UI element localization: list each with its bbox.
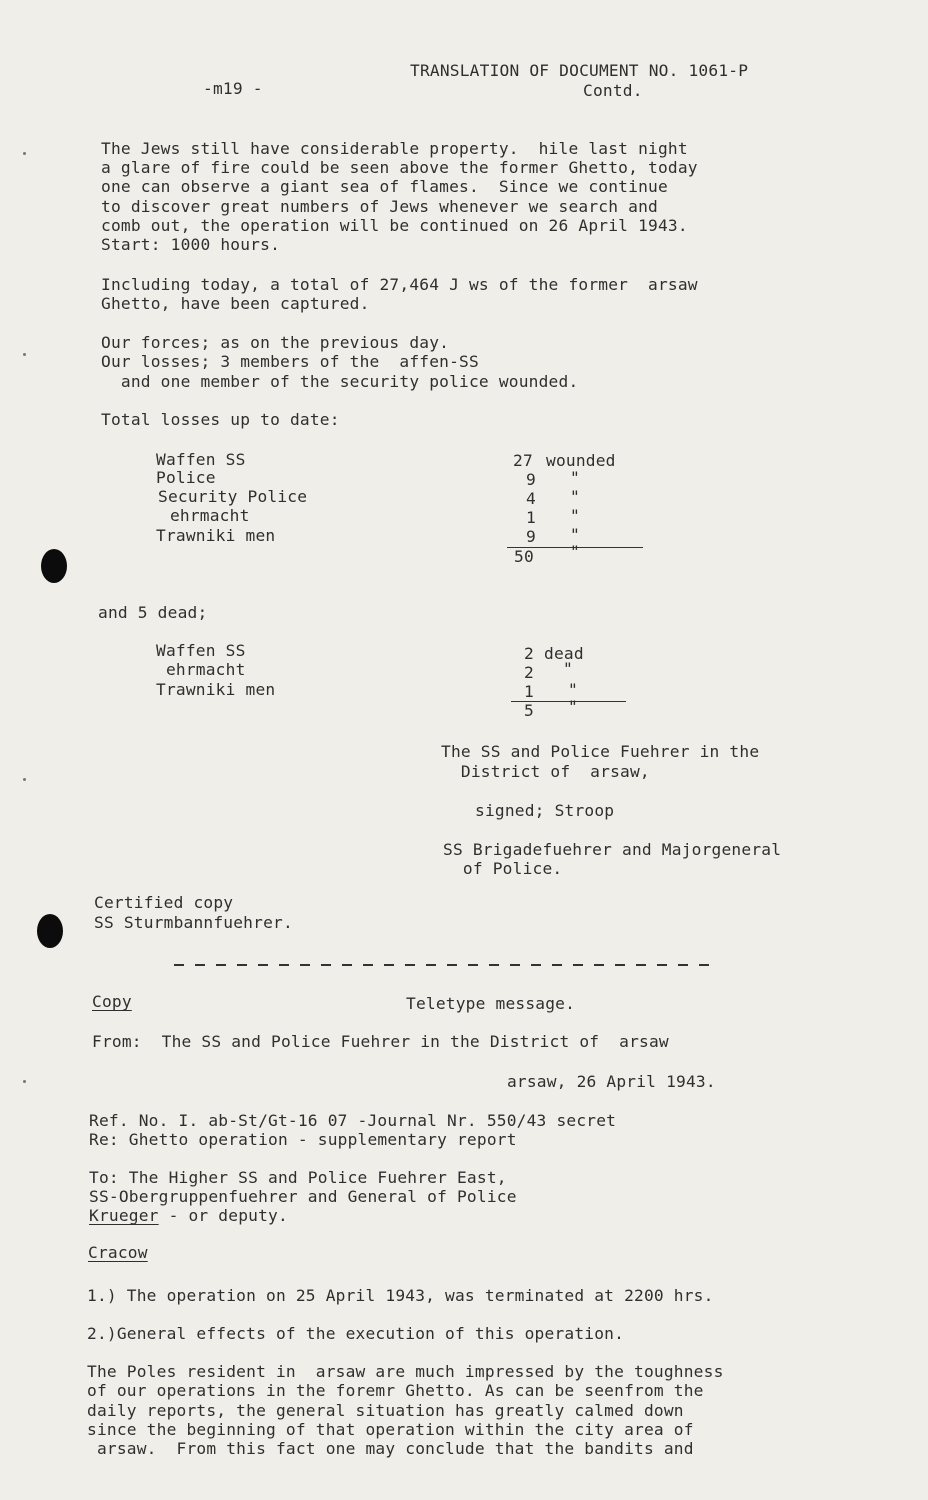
ref-line: Ref. No. I. ab-St/Gt-16 07 -Journal Nr. 550/43 secret (89, 1111, 617, 1130)
item-1: 1.) The operation on 25 April 1943, was terminated at 2200 hrs. (87, 1286, 714, 1305)
punch-hole-top (41, 549, 67, 583)
paragraph-line: Ghetto, have been captured. (101, 294, 370, 313)
paragraph-line: The Jews still have considerable property. hile last night (101, 139, 688, 158)
wounded-count: 4 (526, 489, 536, 508)
teletype-heading: Teletype message. (406, 994, 576, 1013)
unit-name: Trawniki men (156, 526, 276, 545)
signature-line: The SS and Police Fuehrer in the (441, 742, 760, 761)
certified-line: SS Sturmbannfuehrer. (94, 913, 293, 932)
unit-name: Police (156, 468, 216, 487)
final-paragraph-line: since the beginning of that operation within the city area of (87, 1420, 694, 1439)
dead-count: 2 (524, 644, 534, 663)
punch-hole-bottom (37, 914, 63, 948)
to-line: SS-Obergruppenfuehrer and General of Police (89, 1187, 517, 1206)
final-paragraph-line: daily reports, the general situation has greatly calmed down (87, 1401, 684, 1420)
dead-note: dead (544, 644, 584, 663)
wounded-count: 9 (526, 527, 536, 546)
signature-line: District of arsaw, (441, 762, 650, 781)
final-paragraph-line: arsaw. From this fact one may conclude that the bandits and (87, 1439, 694, 1458)
document-title: TRANSLATION OF DOCUMENT NO. 1061-P (410, 61, 749, 80)
ditto-mark: " (568, 697, 578, 716)
copy-label: Copy (92, 992, 132, 1011)
ditto-mark: " (563, 659, 573, 678)
unit-name: Waffen SS (156, 450, 246, 469)
margin-mark (23, 1080, 26, 1083)
margin-mark (23, 353, 26, 356)
paragraph-line: and one member of the security police wounded. (101, 372, 579, 391)
to-line (89, 1206, 288, 1226)
cracow-label: Cracow (88, 1243, 148, 1262)
signature-line: signed; Stroop (475, 801, 615, 820)
ditto-mark: " (568, 680, 578, 699)
wounded-total: 50 (514, 547, 534, 566)
final-paragraph-line: The Poles resident in arsaw are much impressed by the toughness (87, 1362, 724, 1381)
dead-count: 2 (524, 663, 534, 682)
dead-intro: and 5 dead; (98, 603, 208, 622)
unit-name: ehrmacht (160, 506, 250, 525)
paragraph-line: Including today, a total of 27,464 J ws of the former arsaw (101, 275, 698, 294)
contd-label: Contd. (583, 81, 643, 100)
wounded-note: wounded (546, 451, 616, 470)
paragraph-line: Start: 1000 hours. (101, 235, 281, 254)
ditto-mark: " (570, 468, 580, 487)
signature-line: SS Brigadefuehrer and Majorgeneral (443, 840, 782, 859)
paragraph-line: Our losses; 3 members of the affen-SS (101, 352, 479, 371)
from-line: From: The SS and Police Fuehrer in the District of arsaw (92, 1032, 669, 1051)
dead-total: 5 (524, 701, 534, 720)
date-line: arsaw, 26 April 1943. (497, 1072, 716, 1091)
deputy-text: - or deputy. (158, 1206, 288, 1225)
paragraph-line: Our forces; as on the previous day. (101, 333, 450, 352)
unit-name: ehrmacht (156, 660, 246, 679)
wounded-count: 9 (526, 470, 536, 489)
ditto-mark: " (570, 506, 580, 525)
total-losses-label: Total losses up to date: (101, 410, 340, 429)
paragraph-line: comb out, the operation will be continued on 26 April 1943. (101, 216, 688, 235)
wounded-count: 27 (513, 451, 533, 470)
to-line: To: The Higher SS and Police Fuehrer East, (89, 1168, 507, 1187)
re-line: Re: Ghetto operation - supplementary report (89, 1130, 517, 1149)
ditto-mark: " (570, 487, 580, 506)
unit-name: Waffen SS (156, 641, 246, 660)
paragraph-line: a glare of fire could be seen above the former Ghetto, today (101, 158, 698, 177)
unit-name: Trawniki men (156, 680, 276, 699)
wounded-count: 1 (526, 508, 536, 527)
ditto-mark: " (570, 542, 580, 561)
dead-count: 1 (524, 682, 534, 701)
krueger-name: Krueger (89, 1206, 159, 1225)
paragraph-line: to discover great numbers of Jews whenever we search and (101, 197, 658, 216)
final-paragraph-line: of our operations in the foremr Ghetto. As can be seenfrom the (87, 1381, 704, 1400)
ditto-mark: " (570, 525, 580, 544)
dashed-separator (174, 963, 714, 967)
margin-mark (23, 778, 26, 781)
margin-mark (23, 152, 26, 155)
paragraph-line: one can observe a giant sea of flames. Since we continue (101, 177, 668, 196)
certified-line: Certified copy (94, 893, 234, 912)
item-2: 2.)General effects of the execution of this operation. (87, 1324, 625, 1343)
signature-line: of Police. (443, 859, 563, 878)
unit-name: Security Police (158, 487, 308, 506)
page-number: -m19 - (203, 79, 263, 98)
